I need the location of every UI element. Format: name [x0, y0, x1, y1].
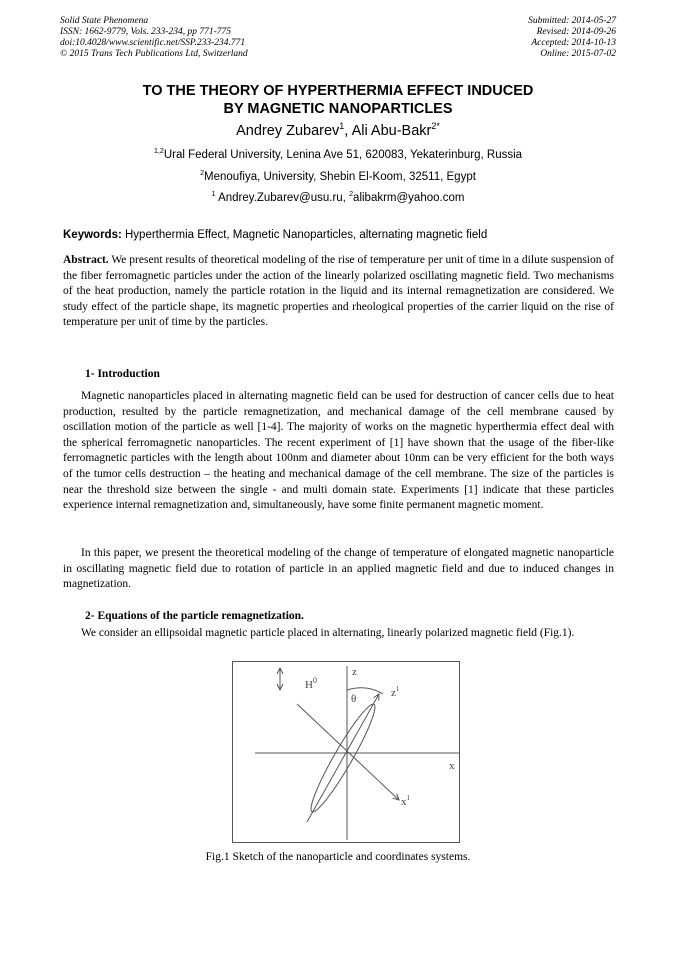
z1-axis — [307, 694, 379, 822]
affiliation-2-text: Menoufiya, University, Shebin El-Koom, 32511, Egypt — [204, 171, 476, 183]
date-submitted: Submitted: 2014-05-27 — [528, 16, 616, 26]
figure-1-caption: Fig.1 Sketch of the nanoparticle and coordinates systems. — [205, 851, 471, 863]
affiliation-1-text: Ural Federal University, Lenina Ave 51, 620083, Yekaterinburg, Russia — [163, 149, 523, 161]
title-line-2: BY MAGNETIC NANOPARTICLES — [223, 101, 453, 117]
x1-axis — [297, 704, 399, 800]
email-2-sup: 2 — [349, 190, 354, 199]
label-x1: $x^1$ — [401, 794, 410, 808]
author-2-sup: 2* — [431, 121, 440, 132]
author-separator: , — [344, 123, 352, 139]
affiliation-1 — [60, 149, 616, 161]
label-h0: $H^0$ — [305, 676, 317, 691]
email-1-sup: 1 — [211, 190, 216, 199]
abstract-text: We present results of theoretical modeling of the rise of temperature per unit of time in a dilute suspension of the fiber ferromagnetic particles under the action of the linearly polarized oscillating magnetic field. Two mechanisms of the heat production, namely the particle rotation in the liquid and its internal remagnetization are considered. We study effect of the particle shape, its magnetic properties and rheological properties of the carrier liquid on the rise of temperature per unit of time by the particles. — [63, 254, 614, 329]
author-1-sup: 1 — [339, 121, 345, 132]
affiliation-2 — [60, 171, 616, 183]
author-2: Ali Abu-Bakr — [351, 123, 432, 139]
section-2-paragraph-1: We consider an ellipsoidal magnetic particle placed in alternating, linearly polarized magnetic field (Fig.1). — [81, 627, 575, 639]
journal-meta — [60, 16, 248, 60]
journal-issn: ISSN: 1662-9779, Vols. 233-234, pp 771-775 — [60, 27, 231, 37]
label-z1: $z^1$ — [391, 685, 400, 699]
journal-doi: doi:10.4028/www.scientific.net/SSP.233-234.771 — [60, 38, 246, 48]
date-online: Online: 2015-07-02 — [540, 49, 616, 59]
figure-1 — [232, 661, 460, 843]
abstract — [63, 253, 614, 331]
date-revised: Revised: 2014-09-26 — [536, 27, 616, 37]
section-1-heading: 1- Introduction — [85, 368, 160, 380]
keywords-label: Keywords: — [63, 229, 122, 241]
affiliation-2-sup: 2 — [200, 169, 205, 178]
intro-paragraph-1: Magnetic nanoparticles placed in alternating magnetic field can be used for destruction of cancer cells due to heat production, resulted by the particle remagnetization, and mechanical damage of the cell membrane caused by oscillation motion of the particle as well [1-4]. The majority of works on the magnetic hyperthermia effect deal with the spherical ferromagnetic nanoparticles. The recent experiment of [1] have shown that the usage of the fiber-like ferromagnetic particles with the length about 100nm and diameter about 10nm can be very efficient for the both ways of the tumor cells destruction – the heating and mechanical damage of the cell membrane. The size of the particles is near the threshold size between the single - and multi domain state. Experiments [1] indicate that these particles experience internal remagnetization and, simultaneously, have some finite permanent magnetic moment. — [63, 390, 614, 512]
date-accepted: Accepted: 2014-10-13 — [531, 38, 616, 48]
title-line-1: TO THE THEORY OF HYPERTHERMIA EFFECT INDUCED — [142, 83, 534, 99]
label-theta: θ — [351, 693, 357, 705]
intro-paragraph-2: In this paper, we present the theoretical modeling of the change of temperature of elongated magnetic nanoparticle in oscillating magnetic field due to rotation of particle in an applied magnetic field and due to induced changes in magnetization. — [63, 547, 614, 591]
label-x: x — [449, 760, 455, 772]
author-list — [60, 123, 616, 139]
nanoparticle-sketch — [233, 662, 459, 842]
affiliation-1-sup: 1,2 — [153, 147, 164, 156]
author-emails — [60, 192, 616, 204]
keywords — [63, 228, 614, 244]
paper-title — [60, 82, 616, 118]
label-z: z — [352, 666, 357, 678]
journal-copyright: © 2015 Trans Tech Publications Ltd, Switzerland — [60, 49, 248, 59]
author-1: Andrey Zubarev — [236, 123, 340, 139]
abstract-label: Abstract. — [63, 254, 109, 266]
email-1: Andrey.Zubarev@usu.ru, — [215, 192, 350, 204]
journal-name: Solid State Phenomena — [60, 16, 149, 26]
email-2: alibakrm@yahoo.com — [353, 192, 465, 204]
submission-dates — [528, 16, 616, 60]
section-2-heading: 2- Equations of the particle remagnetization. — [85, 610, 304, 622]
keywords-text: Hyperthermia Effect, Magnetic Nanoparticles, alternating magnetic field — [121, 229, 488, 241]
